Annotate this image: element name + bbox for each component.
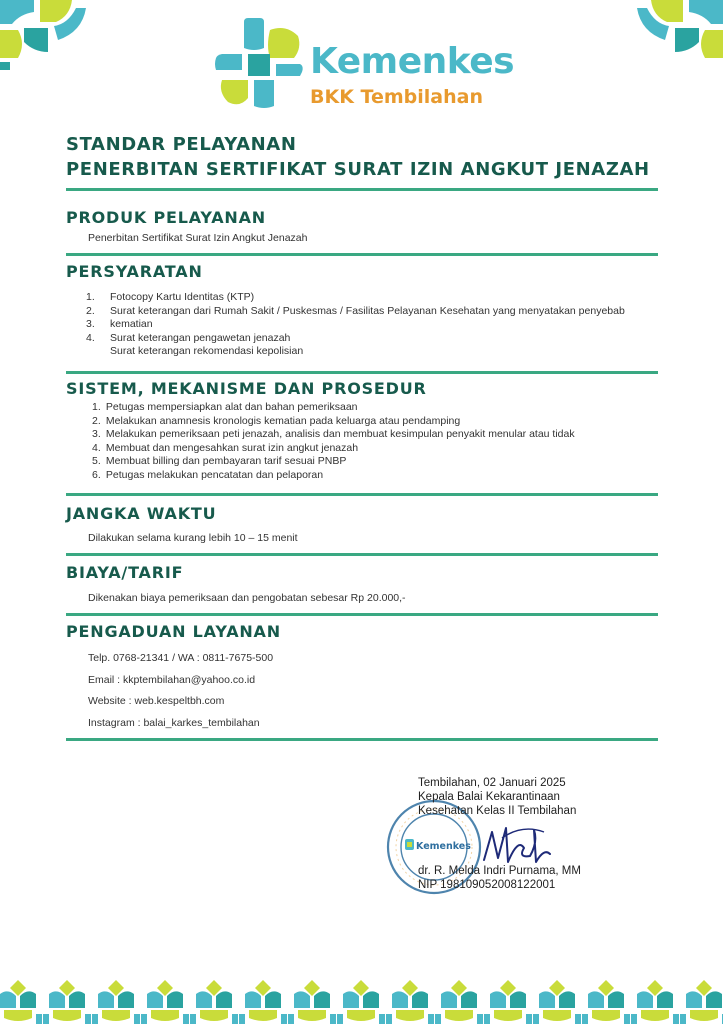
page-title <box>66 132 650 182</box>
sign-position-2: Kesehatan Kelas II Tembilahan <box>418 805 577 817</box>
divider <box>66 371 658 374</box>
kemenkes-logo <box>214 18 515 113</box>
divider <box>66 188 658 191</box>
section-heading-prosedur: SISTEM, MEKANISME DAN PROSEDUR <box>66 379 427 398</box>
divider <box>66 253 658 256</box>
list-item: 1. Fotocopy Kartu Identitas (KTP) <box>86 291 255 303</box>
list-item: 6. Petugas melakukan pencatatan dan pelaporan <box>92 468 324 481</box>
list-item-continuation: Surat keterangan rekomendasi kepolisian <box>110 345 304 357</box>
section-heading-jangka-waktu: JANGKA WAKTU <box>66 504 217 523</box>
footer-ornament <box>0 974 723 1024</box>
divider <box>66 738 658 741</box>
jangka-waktu-text: Dilakukan selama kurang lebih 10 – 15 menit <box>88 532 298 544</box>
kemenkes-logo-icon <box>214 18 304 110</box>
list-item: 2. Surat keterangan dari Rumah Sakit / Puskesmas / Fasilitas Pelayanan Kesehatan yang menyatakan penyebab <box>86 304 625 317</box>
list-item: 4. Surat keterangan pengawetan jenazah <box>86 331 291 344</box>
brand-unit: BKK Tembilahan <box>310 86 483 108</box>
sign-place-date: Tembilahan, 02 Januari 2025 <box>418 777 566 789</box>
section-heading-biaya: BIAYA/TARIF <box>66 563 184 582</box>
section-heading-produk: PRODUK PELAYANAN <box>66 208 266 227</box>
list-item: 2. Melakukan anamnesis kronologis kematian pada keluarga atau pendamping <box>92 414 461 427</box>
corner-ornament-right <box>631 0 723 70</box>
section-heading-pengaduan: PENGADUAN LAYANAN <box>66 622 281 641</box>
sign-position-1: Kepala Balai Kekarantinaan <box>418 791 560 803</box>
corner-ornament-left <box>0 0 90 70</box>
contact-instagram: Instagram : balai_karkes_tembilahan <box>88 717 260 729</box>
list-item: 4. Membuat dan mengesahkan surat izin angkut jenazah <box>92 441 359 454</box>
divider <box>66 613 658 616</box>
prosedur-list <box>92 401 575 483</box>
persyaratan-list <box>86 291 625 359</box>
title-line-2: PENERBITAN SERTIFIKAT SURAT IZIN ANGKUT JENAZAH <box>66 159 650 180</box>
title-line-1: STANDAR PELAYANAN <box>66 134 297 155</box>
signature-block <box>418 776 576 818</box>
produk-text: Penerbitan Sertifikat Surat Izin Angkut Jenazah <box>88 232 308 244</box>
stamp-brand: Kemenkes <box>416 841 471 852</box>
section-heading-persyaratan: PERSYARATAN <box>66 262 203 281</box>
contact-phone: Telp. 0768-21341 / WA : 0811-7675-500 <box>88 652 274 664</box>
contact-email: Email : kkptembilahan@yahoo.co.id <box>88 674 256 686</box>
brand-name: Kemenkes <box>310 41 515 82</box>
divider <box>66 553 658 556</box>
divider <box>66 493 658 496</box>
list-item: 3. Melakukan pemeriksaan peti jenazah, analisis dan membuat kesimpulan penyakit menular atau tidak <box>92 428 575 441</box>
sign-nip: NIP 198109052008122001 <box>418 879 556 891</box>
list-item: 5. Membuat billing dan pembayaran tarif sesuai PNBP <box>92 455 347 468</box>
biaya-text: Dikenakan biaya pemeriksaan dan pengobatan sebesar Rp 20.000,- <box>88 592 406 604</box>
contact-website: Website : web.kespeltbh.com <box>88 695 225 707</box>
list-item: 3. kematian <box>86 318 153 330</box>
list-item: 1. Petugas mempersiapkan alat dan bahan pemeriksaan <box>92 401 358 413</box>
sign-name: dr. R. Melda Indri Purnama, MM <box>418 865 581 877</box>
signatory <box>418 864 581 892</box>
